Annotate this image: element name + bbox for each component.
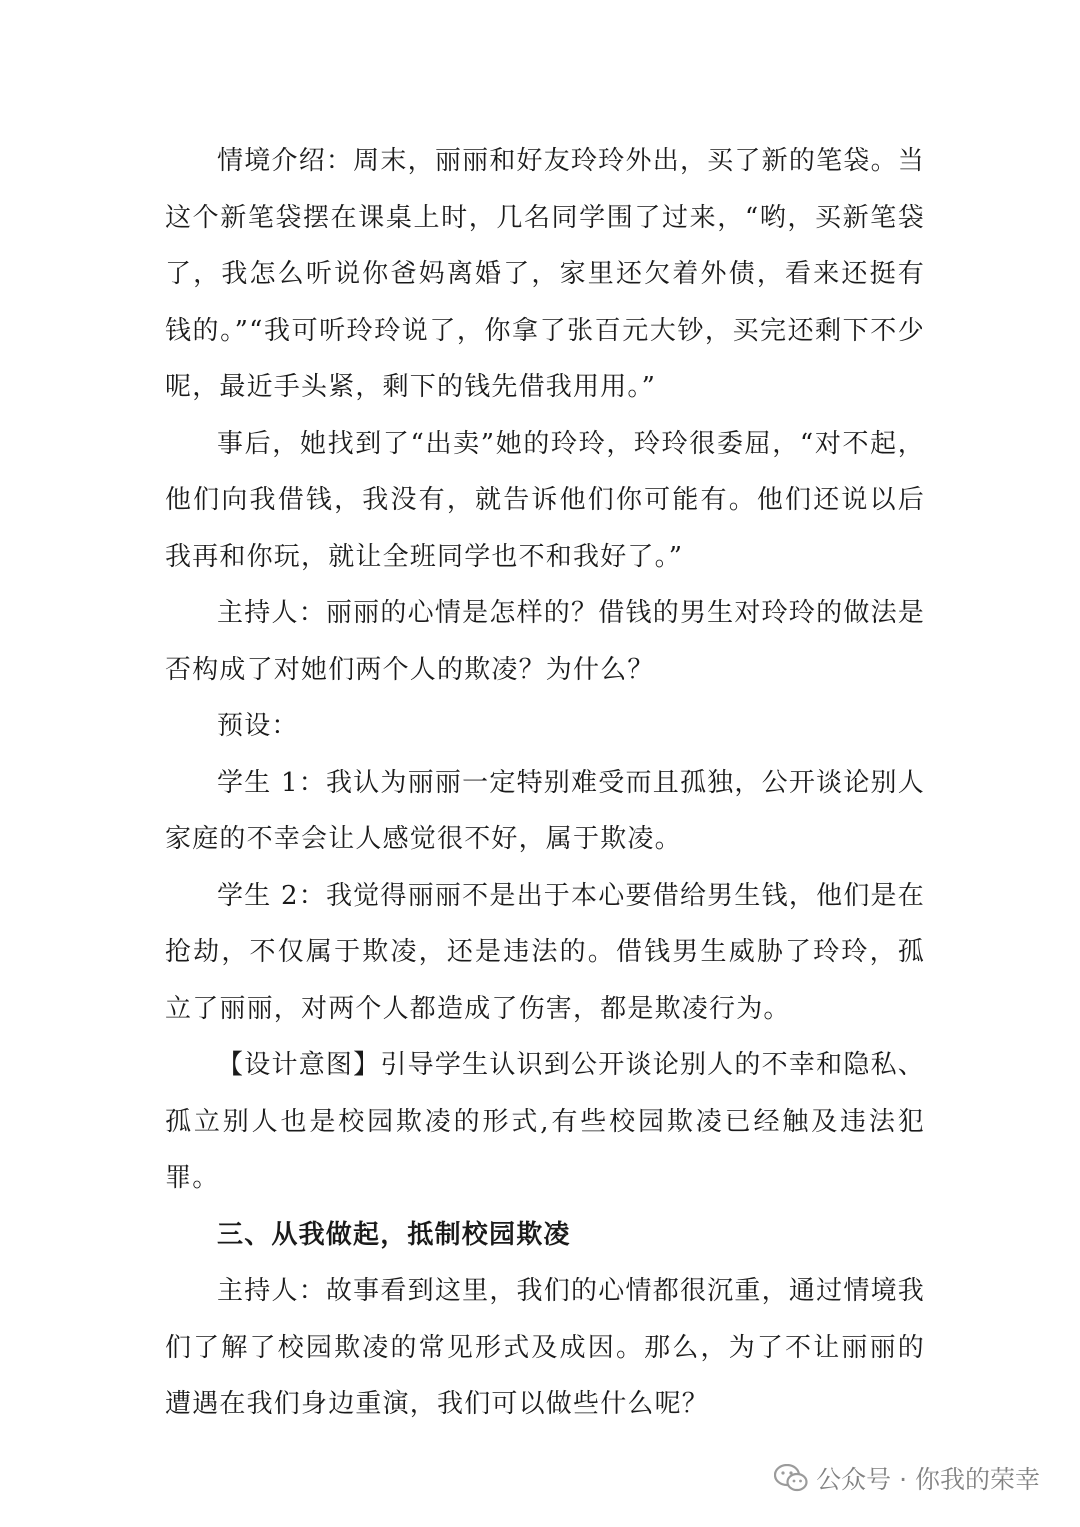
watermark-text: 公众号 · 你我的荣幸 xyxy=(816,1465,1040,1494)
wechat-icon xyxy=(774,1464,808,1492)
paragraph-host-question: 主持人：丽丽的心情是怎样的？借钱的男生对玲玲的做法是否构成了对她们两个人的欺凌？为什么？ xyxy=(165,598,925,685)
section-heading: 三、从我做起，抵制校园欺凌 xyxy=(217,1219,571,1250)
document-page xyxy=(165,133,925,1433)
paragraph-host-closing: 主持人：故事看到这里，我们的心情都很沉重，通过情境我们了解了校园欺凌的常见形式及成因。那么，为了不让丽丽的遭遇在我们身边重演，我们可以做些什么呢？ xyxy=(165,1276,925,1419)
paragraph-student-1: 学生 1：我认为丽丽一定特别难受而且孤独，公开谈论别人家庭的不幸会让人感觉很不好，属于欺凌。 xyxy=(165,767,925,854)
paragraph-preset: 预设： xyxy=(217,711,299,741)
paragraph-scenario: 情境介绍：周末，丽丽和好友玲玲外出，买了新的笔袋。当这个新笔袋摆在课桌上时，几名同学围了过来，“哟，买新笔袋了，我怎么听说你爸妈离婚了，家里还欠着外债，看来还挺有钱的。”“我可听玲玲说了，你拿了张百元大钞，买完还剩下不少呢，最近手头紧，剩下的钱先借我用用。” xyxy=(165,146,925,402)
paragraph-design-intent: 【设计意图】引导学生认识到公开谈论别人的不幸和隐私、孤立别人也是校园欺凌的形式,有些校园欺凌已经触及违法犯罪。 xyxy=(165,1050,925,1193)
watermark xyxy=(774,1460,1040,1496)
paragraph-student-2: 学生 2：我觉得丽丽不是出于本心要借给男生钱，他们是在抢劫，不仅属于欺凌，还是违法的。借钱男生威胁了玲玲，孤立了丽丽，对两个人都造成了伤害，都是欺凌行为。 xyxy=(165,880,925,1024)
paragraph-aftermath: 事后，她找到了“出卖”她的玲玲，玲玲很委屈，“对不起，他们向我借钱，我没有，就告诉他们你可能有。他们还说以后我再和你玩，就让全班同学也不和我好了。” xyxy=(165,428,925,572)
